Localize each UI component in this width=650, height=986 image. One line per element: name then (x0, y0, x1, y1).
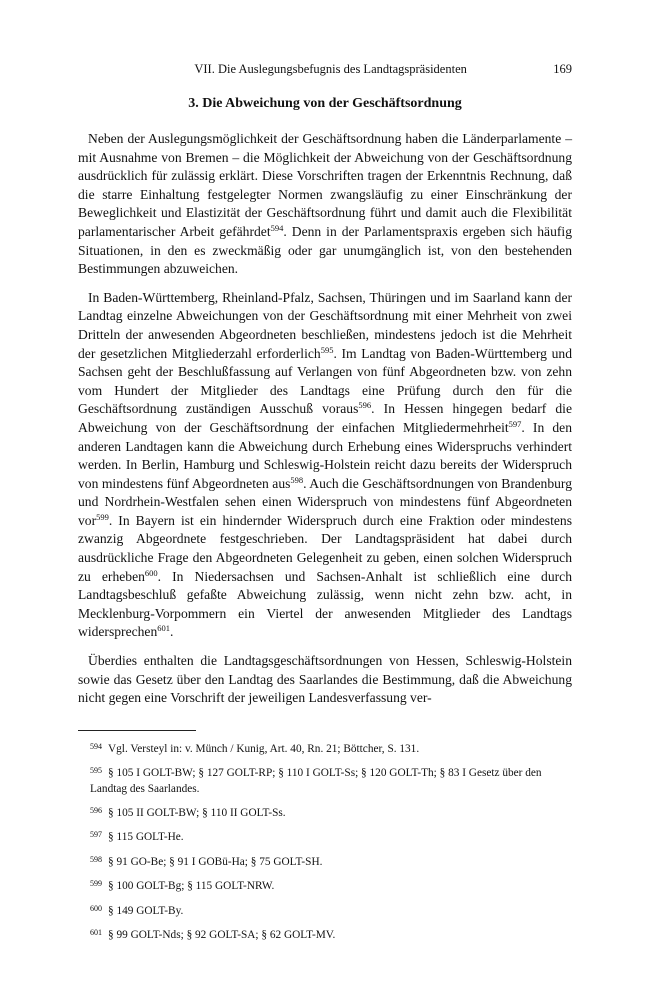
footnote-reference: 601 (157, 623, 171, 634)
footnote (78, 925, 572, 943)
paragraph-text: Neben der Auslegungsmöglichkeit der Geschäftsordnung haben die Länderparlamente – mit Ausnahme von Bremen – die Möglichkeit der Abweichung von der Geschäftsordnung ausdrücklich für zulässig erklärt. Diese Vorschriften tragen der Erkenntnis Rechnung, daß die starre Einhaltung festgelegter Normen zwangsläufig zu einer Einschränkung der Beweglichkeit und Elastizität der Geschäftsordnung führt und damit auch die Flexibilität parlamentarischer Arbeit gefährdet (78, 131, 572, 239)
footnote-reference: 599 (96, 511, 109, 522)
paragraph-text: . Auch die Geschäftsordnungen von Brandenburg und Nordrhein-Westfalen sehen einen Widerspruch von mindestens fünf Abgeordneten vor (78, 475, 572, 528)
footnote-text: § 100 GOLT-Bg; § 115 GOLT-NRW. (108, 880, 275, 893)
paragraph-text: . Im Landtag von Baden-Württemberg und Sachsen geht der Beschlußfassung auf Verlangen von fünf Abgeordneten bzw. von zehn vom Hundert der Mitglieder des Landtags eine Prüfung durch den für die Geschäftsordnung zuständigen Ausschuß voraus (78, 345, 573, 417)
footnote-text: Vgl. Versteyl in: v. Münch / Kunig, Art. 40, Rn. 21; Böttcher, S. 131. (108, 742, 420, 755)
footnote-text: § 149 GOLT-By. (108, 904, 184, 917)
footnote-number: 599 (90, 879, 102, 889)
book-page (78, 62, 572, 949)
footnote-reference: 597 (508, 418, 522, 429)
footnotes (78, 739, 572, 944)
paragraph-text: In Baden-Württemberg, Rheinland-Pfalz, Sachsen, Thüringen und im Saarland kann der Landtag einzelne Abweichungen von der Geschäftsordnung mit einer Mehrheit von zwei Dritteln der anwesenden Abgeordneten beschließen, mindestens jedoch ist die Mehrheit der gesetzlichen Mitgliederzahl erforderlich (78, 289, 572, 361)
paragraph-text: . In Bayern ist ein hindernder Widerspruch durch eine Fraktion oder mindestens zwanzig Abgeordnete festgeschrieben. Der Landtagspräsident hat dabei durch ausdrückliche Frage den Abgeordneten Gelegenheit zu geben, einen solchen Widerspruch zu erheben (78, 512, 572, 584)
running-header (78, 62, 572, 82)
footnote-number: 594 (90, 741, 102, 751)
body-paragraph (78, 652, 572, 708)
footnote-number: 597 (90, 830, 102, 840)
footnote-reference: 598 (290, 474, 304, 485)
footnote-number: 601 (90, 928, 102, 938)
body-paragraph (78, 130, 572, 279)
footnote-reference: 600 (144, 567, 158, 578)
footnote-number: 596 (90, 806, 102, 816)
footnote-number: 600 (90, 903, 102, 913)
footnote-reference: 595 (320, 344, 334, 355)
footnote-reference: 596 (358, 400, 372, 411)
footnote (78, 901, 572, 919)
running-title: VII. Die Auslegungsbefugnis des Landtagspräsidenten (194, 62, 467, 76)
footnote-text: § 105 I GOLT-BW; § 127 GOLT-RP; § 110 I GOLT-Ss; § 120 GOLT-Th; § 83 I Gesetz über den Landtag des Saarlandes. (90, 767, 542, 795)
footnote-reference: 594 (270, 222, 284, 233)
paragraph-text: . In Niedersachsen und Sachsen-Anhalt ist schließlich eine durch Landtagsbeschluß gefaßte Abweichung zulässig, wenn nicht zehn bzw. acht, in Mecklenburg-Vorpommern ein Viertel der anwesenden Mitglieder des Landtags widersprechen (78, 568, 572, 640)
paragraph-text: . Denn in der Parlamentspraxis ergeben sich häufig Situationen, in den es zweckmäßig oder gar unumgänglich ist, von den bestehenden Bestimmungen abzuweichen. (78, 223, 572, 277)
footnote-text: § 105 II GOLT-BW; § 110 II GOLT-Ss. (108, 807, 286, 820)
paragraph-text: Überdies enthalten die Landtagsgeschäftsordnungen von Hessen, Schleswig-Holstein sowie das Gesetz über den Landtag des Saarlandes die Bestimmung, daß die Abweichung nicht gegen eine Vorschrift der jeweiligen Landesverfassung ver- (78, 653, 572, 706)
body-paragraph (78, 289, 572, 642)
page-number: 169 (553, 62, 572, 76)
paragraph-text: . (170, 624, 174, 640)
footnote-number: 595 (90, 766, 102, 776)
paragraph-text: . In Hessen hingegen bedarf die Abweichung von der Geschäftsordnung der einfachen Mitgliedermehrheit (78, 401, 572, 435)
footnote-text: § 99 GOLT-Nds; § 92 GOLT-SA; § 62 GOLT-MV. (108, 929, 336, 942)
body-text (78, 130, 572, 708)
paragraph-text: . In den anderen Landtagen kann die Abweichung durch Erhebung eines Widerspruchs verhindert werden. In Berlin, Hamburg und Schleswig-Holstein reicht dazu bereits der Widerspruch von mindestens fünf Abgeordneten aus (78, 419, 572, 491)
footnote (78, 763, 572, 797)
footnote-divider (78, 730, 196, 731)
footnote (78, 803, 572, 821)
footnote (78, 876, 572, 894)
footnote (78, 852, 572, 870)
footnote-number: 598 (90, 854, 102, 864)
footnote-text: § 91 GO-Be; § 91 I GOBü-Ha; § 75 GOLT-SH. (108, 855, 323, 868)
footnote (78, 827, 572, 845)
section-heading: 3. Die Abweichung von der Geschäftsordnung (188, 96, 462, 111)
footnote-text: § 115 GOLT-He. (108, 831, 184, 844)
footnote (78, 739, 572, 757)
